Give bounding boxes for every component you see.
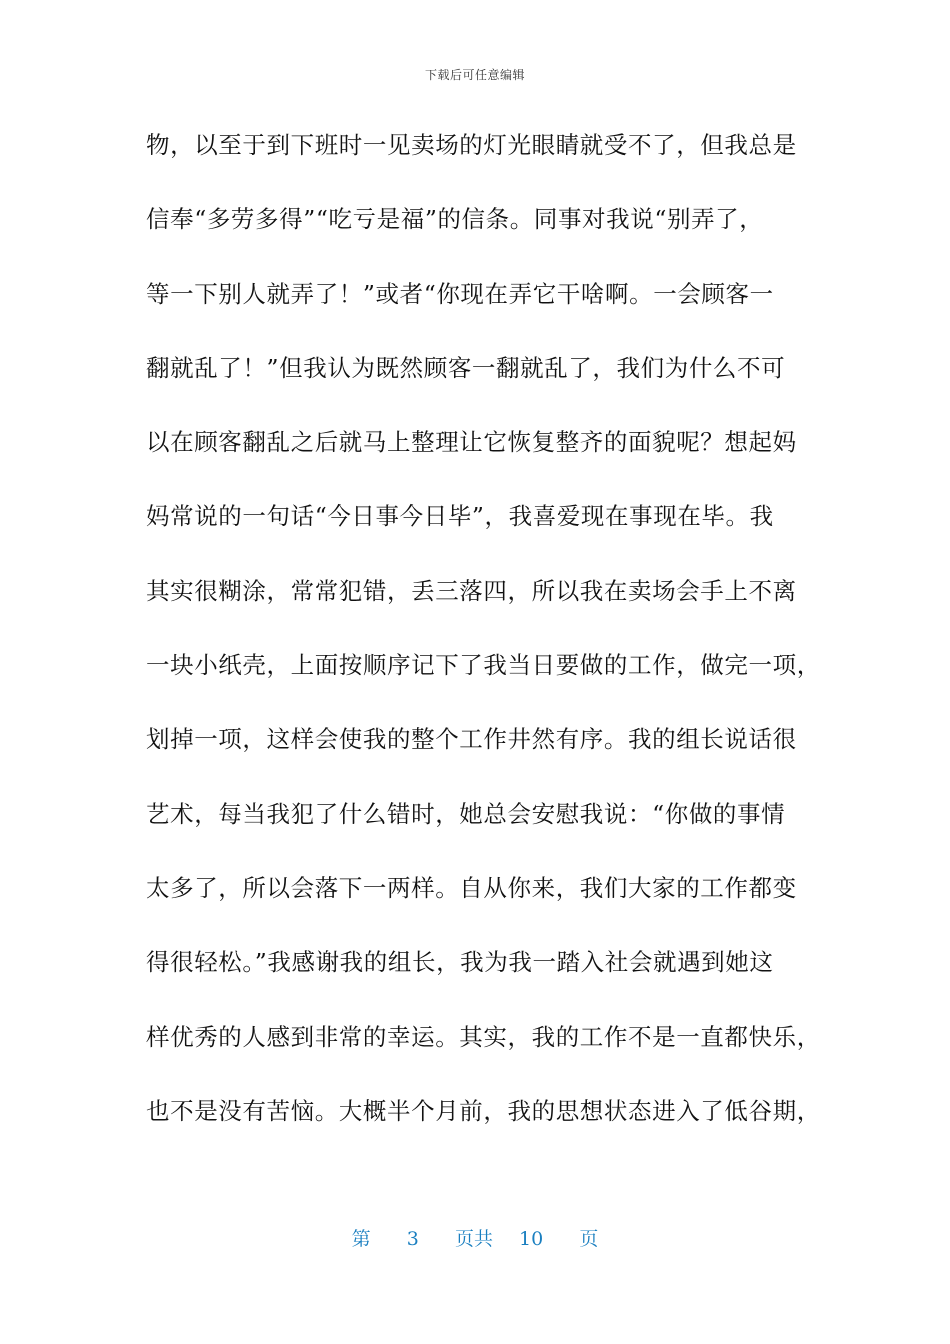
text-line: 艺术，每当我犯了什么错时，她总会安慰我说：“你做的事情 — [146, 799, 786, 828]
page-footer — [0, 1224, 950, 1251]
text-line: 妈常说的一句话“今日事今日毕”，我喜爱现在事现在毕。我 — [146, 502, 774, 531]
text-line: 也不是没有苦恼。大概半个月前，我的思想状态进入了低谷期， — [146, 1096, 821, 1125]
text-line: 以在顾客翻乱之后就马上整理让它恢复整齐的面貌呢？想起妈 — [146, 428, 797, 457]
footer-suffix: 页 — [579, 1228, 599, 1250]
footer-middle: 页共 — [454, 1228, 493, 1250]
text-line: 其实很糊涂，常常犯错，丢三落四，所以我在卖场会手上不离 — [146, 576, 797, 605]
text-line: 太多了，所以会落下一两样。自从你来，我们大家的工作都变 — [146, 873, 797, 902]
text-line: 得很轻松。”我感谢我的组长，我为我一踏入社会就遇到她这 — [146, 948, 774, 977]
page-header: 下载后可任意编辑 — [424, 68, 525, 82]
total-pages-number: 10 — [519, 1228, 544, 1250]
text-line: 物，以至于到下班时一见卖场的灯光眼睛就受不了，但我总是 — [146, 131, 797, 159]
footer-prefix: 第 — [351, 1228, 371, 1250]
text-line: 信奉“多劳多得”“吃亏是福”的信条。同事对我说“别弄了， — [146, 205, 764, 234]
text-line: 翻就乱了！”但我认为既然顾客一翻就乱了，我们为什么不可 — [146, 353, 786, 382]
text-line: 划掉一项，这样会使我的整个工作井然有序。我的组长说话很 — [146, 725, 797, 754]
text-line: 等一下别人就弄了！”或者“你现在弄它干啥啊。一会顾客一 — [146, 279, 774, 308]
text-line: 一块小纸壳，上面按顺序记下了我当日要做的工作，做完一项， — [146, 651, 821, 680]
body-text — [146, 124, 826, 1164]
text-line: 样优秀的人感到非常的幸运。其实，我的工作不是一直都快乐， — [146, 1022, 821, 1051]
current-page-number: 3 — [406, 1228, 419, 1250]
